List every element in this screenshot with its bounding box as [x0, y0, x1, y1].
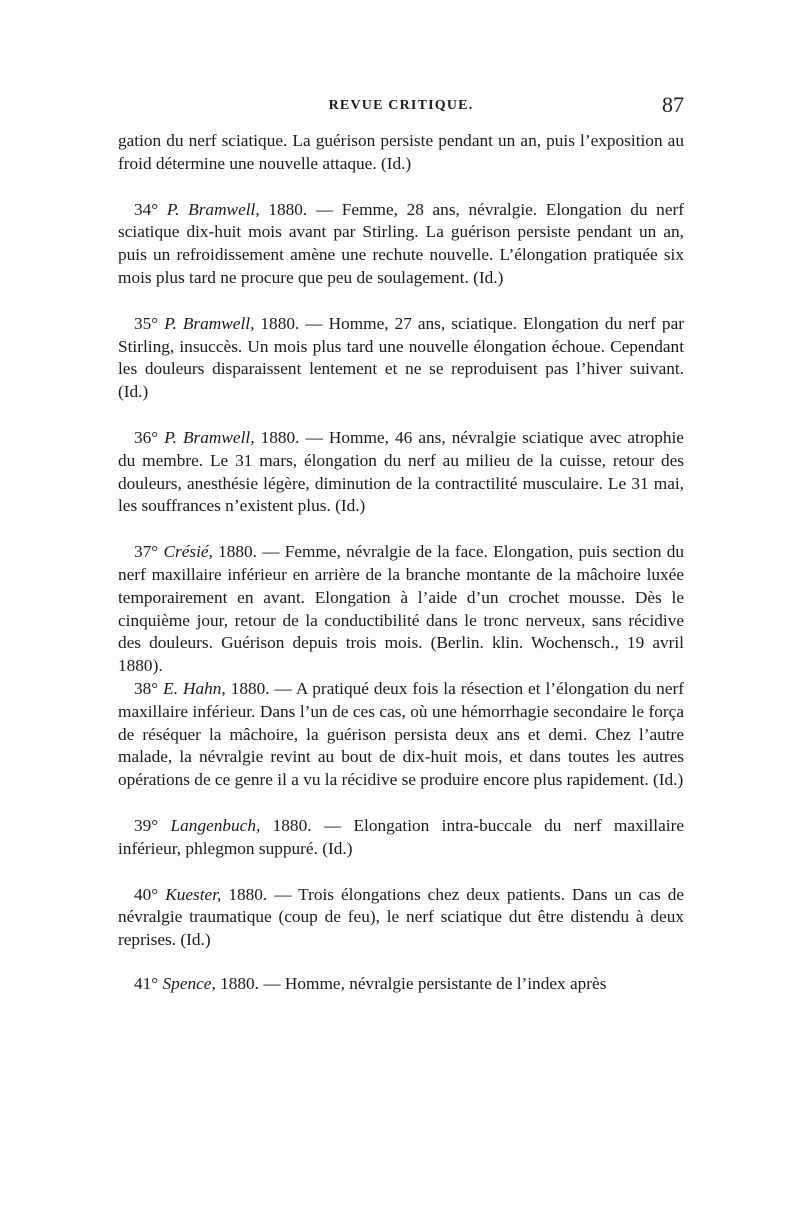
paragraph-case-36 — [118, 427, 684, 518]
running-title: REVUE CRITIQUE. — [328, 98, 474, 113]
paragraph-text: gation du nerf sciatique. La guérison persiste pendant un an, puis l’exposition au froid détermine une nouvelle attaque. (Id.) — [118, 131, 684, 173]
paragraph-text: 1880. — A pratiqué deux fois la résection et l’élongation du nerf maxillaire inférieur. Dans l’un de ces cas, où une hémorrhagie secondaire le força de réséquer la mâchoire, la guérison persista deux ans et demi. Chez l’autre malade, la névralgie revint au bout de dix-huit mois, et dans toutes les autres opérations de ce genre il a vu la récidive se produire encore plus rapidement. (Id.) — [118, 678, 685, 790]
case-number: 38° — [134, 678, 159, 698]
paragraph-case-39 — [118, 815, 684, 861]
paragraph-case-41 — [118, 973, 684, 996]
case-author: P. Bramwell, — [164, 313, 255, 333]
case-number: 36° — [134, 427, 159, 447]
case-author: Kuester, — [165, 884, 222, 904]
paragraph-continuation — [118, 130, 684, 176]
paragraph-text: 1880. — Trois élongations chez deux patients. Dans un cas de névralgie traumatique (coup de feu), le nerf sciatique dut être distendu à deux reprises. (Id.) — [118, 884, 684, 950]
case-number: 35° — [134, 313, 159, 333]
case-author: P. Bramwell, — [164, 427, 255, 447]
paragraph-case-35 — [118, 313, 684, 404]
case-number: 41° — [134, 973, 159, 993]
paragraph-case-40 — [118, 884, 684, 952]
case-author: E. Hahn, — [163, 678, 226, 698]
case-number: 37° — [134, 542, 159, 562]
case-author: P. Bramwell, — [166, 199, 260, 219]
case-author: Crésié, — [163, 542, 213, 562]
paragraph-case-34 — [118, 199, 684, 290]
paragraph-case-37 — [118, 541, 684, 678]
paragraph-text: 1880. — Homme, 46 ans, névralgie sciatique avec atrophie du membre. Le 31 mars, élongation du nerf au milieu de la cuisse, retour des douleurs, anesthésie légère, diminution de la contractilité musculaire. Le 31 mai, les souffrances n’existent plus. (Id.) — [118, 427, 684, 516]
paragraph-case-38 — [118, 678, 684, 792]
paragraph-text: 1880. — Femme, 28 ans, névralgie. Elongation du nerf sciatique dix-huit mois avant par Stirling. La guérison persiste pendant un an, puis un refroidissement amène une rechute nouvelle. L’élongation pratiquée six mois plus tard ne procure que peu de soulagement. (Id.) — [118, 199, 685, 287]
case-number: 34° — [134, 199, 159, 219]
paragraph-text: 1880. — Homme, névralgie persistante de l’index après — [215, 973, 607, 993]
case-author: Spence, — [162, 973, 216, 993]
paragraph-text: 1880. — Homme, 27 ans, sciatique. Elongation du nerf par Stirling, insuccès. Un mois plus tard une nouvelle élongation échoue. Cependant les douleurs disparaissent lentement et ne se reproduisent pas l’hiver suivant. (Id.) — [118, 313, 684, 402]
paragraph-text: 1880. — Femme, névralgie de la face. Elongation, puis section du nerf maxillaire inférieur en arrière de la branche montante de la mâchoire luxée temporairement en avant. Elongation à l’aide d’un crochet mousse. Dès le cinquième jour, retour de la conductibilité dans le tronc nerveux, sans récidive des douleurs. Guérison depuis trois mois. (Berlin. klin. Wochensch., 19 avril 1880). — [118, 542, 684, 676]
page-number: 87 — [662, 92, 684, 117]
body-text — [118, 130, 684, 996]
paragraph-text: 1880. — Elongation intra-buccale du nerf maxillaire inférieur, phlegmon suppuré. (Id.) — [118, 815, 684, 858]
running-head — [118, 92, 684, 120]
case-author: Langenbuch, — [170, 815, 261, 835]
case-number: 40° — [134, 884, 159, 904]
case-number: 39° — [134, 815, 159, 835]
